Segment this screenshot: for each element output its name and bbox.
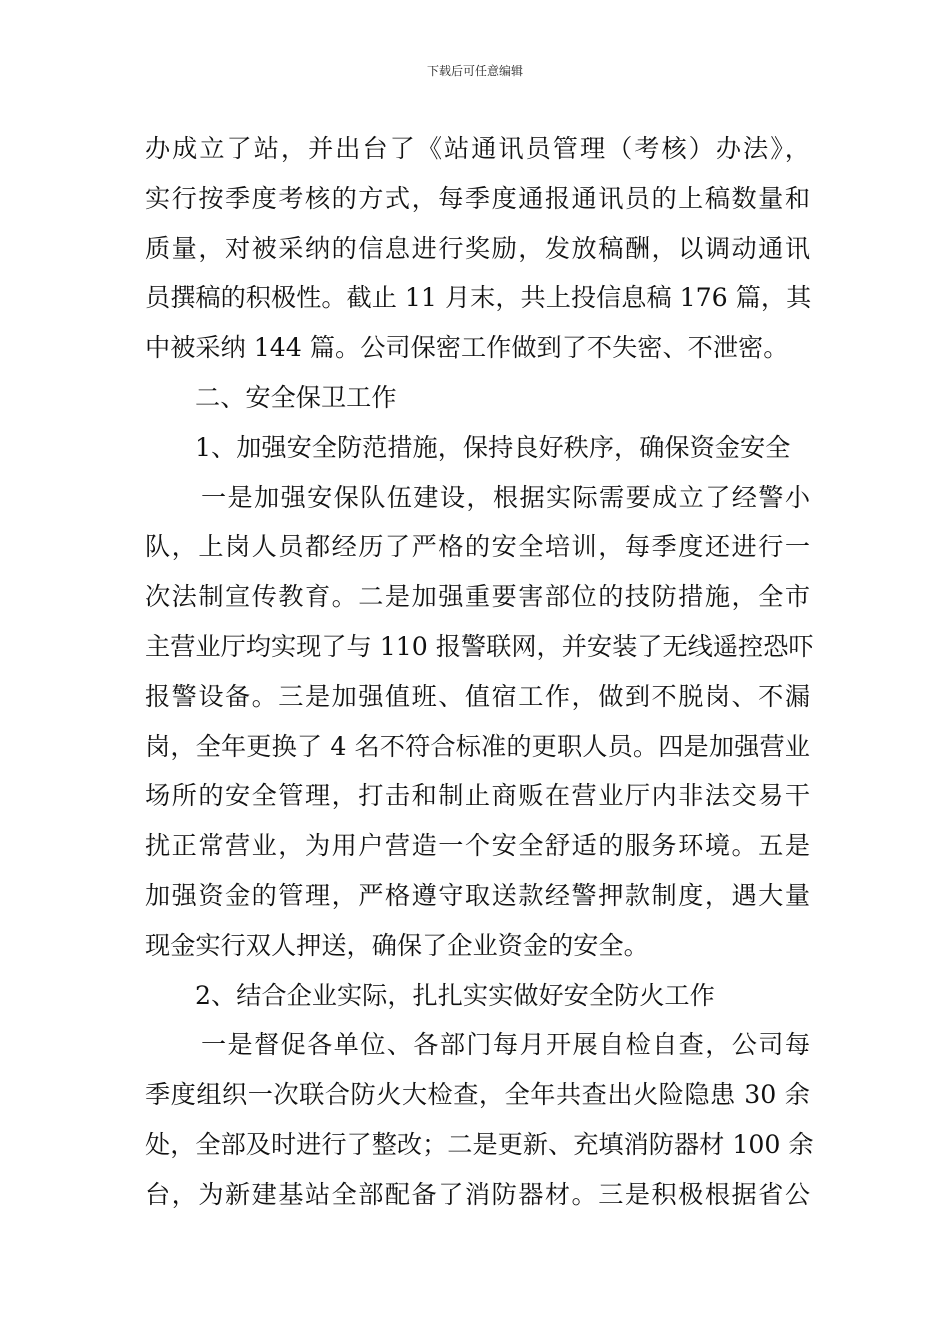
text-line: 质量，对被采纳的信息进行奖励，发放稿酬，以调动通讯 (145, 233, 810, 263)
text-line: 次法制宣传教育。二是加强重要害部位的技防措施，全市 (145, 582, 810, 612)
text-line: 实行按季度考核的方式，每季度通报通讯员的上稿数量和 (145, 183, 810, 213)
text-line: 一是加强安保队伍建设，根据实际需要成立了经警小 (201, 482, 810, 512)
text-line: 中被采纳 144 篇。公司保密工作做到了不失密、不泄密。 (145, 333, 789, 363)
text-line: 员撰稿的积极性。截止 11 月末，共上投信息稿 176 篇，其 (145, 283, 812, 313)
text-line: 一是督促各单位、各部门每月开展自检自查，公司每 (201, 1030, 810, 1060)
text-line: 加强资金的管理，严格遵守取送款经警押款制度，遇大量 (145, 880, 810, 910)
text-line: 岗，全年更换了 4 名不符合标准的更职人员。四是加强营业 (145, 731, 810, 761)
text-line: 队，上岗人员都经历了严格的安全培训，每季度还进行一 (145, 532, 810, 562)
text-line: 扰正常营业，为用户营造一个安全舒适的服务环境。五是 (145, 831, 810, 861)
document-body (145, 124, 814, 1220)
text-line: 二、安全保卫工作 (195, 382, 397, 412)
text-line: 台，为新建基站全部配备了消防器材。三是积极根据省公 (145, 1179, 810, 1209)
page-header: 下载后可任意编辑 (426, 64, 523, 78)
text-line: 季度组织一次联合防火大检查，全年共查出火险隐患 30 余 (145, 1080, 810, 1110)
text-line: 场所的安全管理，打击和制止商贩在营业厅内非法交易干 (145, 781, 810, 811)
text-line: 处，全部及时进行了整改；二是更新、充填消防器材 100 余 (145, 1129, 814, 1159)
text-line: 主营业厅均实现了与 110 报警联网，并安装了无线遥控恐吓 (145, 631, 814, 661)
text-line: 办成立了站，并出台了《站通讯员管理（考核）办法》， (145, 134, 810, 163)
text-line: 报警设备。三是加强值班、值宿工作，做到不脱岗、不漏 (145, 681, 810, 711)
text-line: 现金实行双人押送，确保了企业资金的安全。 (145, 930, 649, 960)
text-line: 1、加强安全防范措施，保持良好秩序，确保资金安全 (195, 432, 791, 462)
text-line: 2、结合企业实际，扎扎实实做好安全防火工作 (195, 980, 715, 1010)
